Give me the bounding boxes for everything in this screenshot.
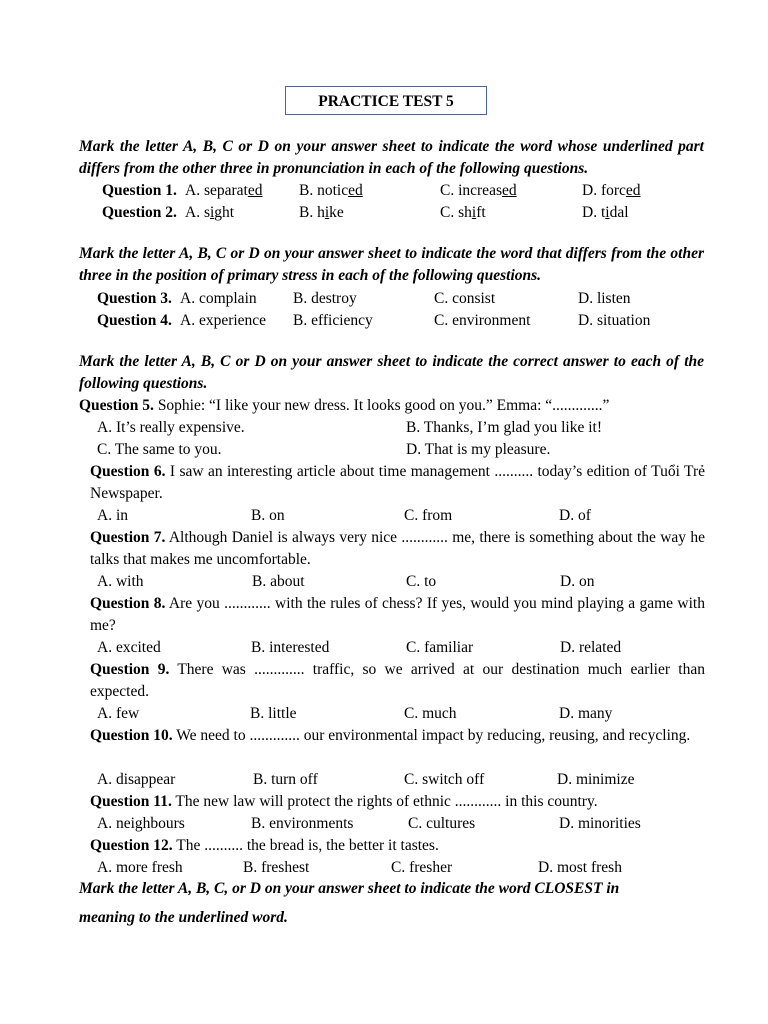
option-d: D. tidal xyxy=(582,204,629,221)
option-b: B. destroy xyxy=(293,290,357,307)
options-row xyxy=(97,571,697,593)
option-d: D. That is my pleasure. xyxy=(406,441,551,458)
option-c: C. familiar xyxy=(406,639,474,656)
options-row xyxy=(97,505,697,527)
option-c: C. cultures xyxy=(408,815,476,832)
question-10: Question 10. We need to ............. our environmental impact by reducing, reusing, and recycling. xyxy=(90,727,691,744)
options-row xyxy=(97,703,697,725)
question-8: Question 8. Are you ............ with the rules of chess? If yes, would you mind playing a game with me? xyxy=(90,595,705,634)
option-b: B. interested xyxy=(251,639,330,656)
option-d: D. most fresh xyxy=(538,859,622,876)
options-row xyxy=(97,813,697,835)
option-a: A. few xyxy=(97,705,140,722)
question-12: Question 12. The .......... the bread is, the better it tastes. xyxy=(90,837,439,854)
options-row xyxy=(97,439,697,461)
question-label: Question 2. xyxy=(102,204,177,221)
option-a: A. neighbours xyxy=(97,815,185,832)
page-title: PRACTICE TEST 5 xyxy=(285,86,487,115)
option-c: C. fresher xyxy=(391,859,453,876)
question-row xyxy=(97,310,697,332)
question-11: Question 11. The new law will protect the rights of ethnic ............ in this country. xyxy=(90,793,598,810)
option-a: A. sight xyxy=(185,204,235,221)
option-d: D. many xyxy=(559,705,613,722)
option-c: C. to xyxy=(406,573,437,590)
option-b: B. Thanks, I’m glad you like it! xyxy=(406,419,603,436)
option-c: C. much xyxy=(404,705,457,722)
question-row xyxy=(97,288,697,310)
option-a: A. excited xyxy=(97,639,161,656)
option-a: A. with xyxy=(97,573,144,590)
question-label: Question 3. xyxy=(97,290,172,307)
option-c: C. consist xyxy=(434,290,496,307)
option-c: C. shift xyxy=(440,204,486,221)
option-b: B. little xyxy=(250,705,297,722)
option-b: B. noticed xyxy=(299,182,363,199)
option-d: D. situation xyxy=(578,312,651,329)
instruction-closest-line1: Mark the letter A, B, C, or D on your answer sheet to indicate the word CLOSEST in xyxy=(79,880,620,897)
option-a: A. complain xyxy=(180,290,257,307)
option-b: B. efficiency xyxy=(293,312,373,329)
question-label: Question 4. xyxy=(97,312,172,329)
question-row xyxy=(102,202,702,224)
option-c: C. The same to you. xyxy=(97,441,222,458)
option-d: D. forced xyxy=(582,182,641,199)
option-b: B. about xyxy=(252,573,305,590)
option-c: C. switch off xyxy=(404,771,485,788)
option-d: D. related xyxy=(560,639,622,656)
options-row xyxy=(97,417,697,439)
option-d: D. minimize xyxy=(557,771,635,788)
option-d: D. minorities xyxy=(559,815,641,832)
options-row xyxy=(97,857,697,879)
option-b: B. turn off xyxy=(253,771,318,788)
question-7: Question 7. Although Daniel is always very nice ............ me, there is something about the way he talks that makes me uncomfortable. xyxy=(90,529,705,568)
option-b: B. hike xyxy=(299,204,344,221)
option-a: A. It’s really expensive. xyxy=(97,419,245,436)
option-c: C. increased xyxy=(440,182,517,199)
option-b: B. on xyxy=(251,507,285,524)
instruction-stress: Mark the letter A, B, C or D on your answer sheet to indicate the word that differs from the other three in the position of primary stress in each of the following questions. xyxy=(79,245,704,284)
option-c: C. from xyxy=(404,507,453,524)
option-a: A. experience xyxy=(180,312,267,329)
option-c: C. environment xyxy=(434,312,531,329)
option-a: A. more fresh xyxy=(97,859,183,876)
question-9: Question 9. There was ............. traffic, so we arrived at our destination much earlier than expected. xyxy=(90,661,705,700)
option-a: A. in xyxy=(97,507,128,524)
question-label: Question 1. xyxy=(102,182,177,199)
options-row xyxy=(97,769,697,791)
option-a: A. separated xyxy=(185,182,263,199)
instruction-closest-line2: meaning to the underlined word. xyxy=(79,909,288,926)
option-d: D. of xyxy=(559,507,591,524)
options-row xyxy=(97,637,697,659)
question-5: Question 5. Sophie: “I like your new dress. It looks good on you.” Emma: “.............” xyxy=(79,397,610,414)
option-b: B. environments xyxy=(251,815,354,832)
question-6: Question 6. I saw an interesting article about time management .......... today’s edition of Tuổi Trẻ Newspaper. xyxy=(90,463,705,502)
option-a: A. disappear xyxy=(97,771,176,788)
option-d: D. on xyxy=(560,573,595,590)
instruction-correct-answer: Mark the letter A, B, C or D on your answer sheet to indicate the correct answer to each of the following questions. xyxy=(79,353,704,392)
question-row xyxy=(102,180,702,202)
option-d: D. listen xyxy=(578,290,631,307)
option-b: B. freshest xyxy=(243,859,310,876)
instruction-pronunciation: Mark the letter A, B, C or D on your answer sheet to indicate the word whose underlined part differs from the other three in pronunciation in each of the following questions. xyxy=(79,138,704,177)
